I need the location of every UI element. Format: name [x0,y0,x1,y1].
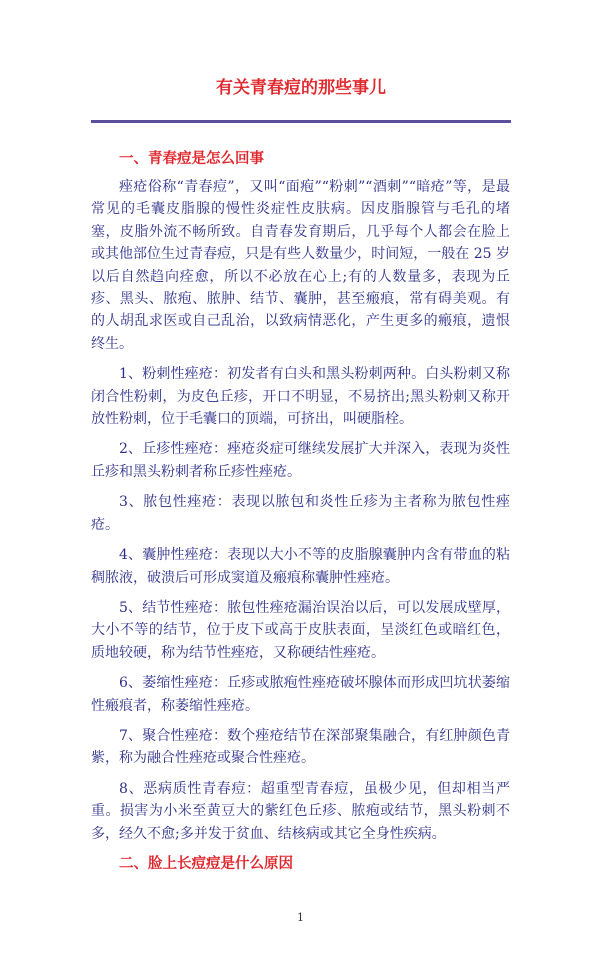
paragraph-item-3: 3、脓包性痤疮：表现以脓包和炎性丘疹为主者称为脓包性痤疮。 [91,494,510,533]
paragraph-intro: 痤疮俗称“青春痘”，又叫“面疱”“粉刺”“酒刺”“暗疮”等，是最常见的毛囊皮脂腺的慢性炎症性皮肤病。因皮脂腺管与毛孔的堵塞，皮脂外流不畅所致。自青春发育期后，几乎每个人都会在脸上或其他部位生过青春痘，只是有些人数量少，时间短，一般在 25 岁以后自然趋向痊愈，所以不必放在心上;有的人数量多，表现为丘疹、黑头、脓疱、脓肿、结节、囊肿，甚至瘢痕，常有碍美观。有的人胡乱求医或自己乱治，以致病情恶化，产生更多的瘢痕，遗恨终生。 [91,179,510,352]
paragraph-item-4: 4、囊肿性痤疮：表现以大小不等的皮脂腺囊肿内含有带血的粘稠脓液，破溃后可形成窦道及瘢痕称囊肿性痤疮。 [91,547,510,586]
paragraph-item-5: 5、结节性痤疮：脓包性痤疮漏治误治以后，可以发展成壁厚，大小不等的结节，位于皮下或高于皮肤表面，呈淡红色或暗红色，质地较硬，称为结节性痤疮，又称硬结性痤疮。 [91,599,510,661]
document-title: 有关青春痘的那些事儿 [216,78,386,98]
section-heading-1: 一、青春痘是怎么回事 [119,151,264,167]
page-number: 1 [297,910,304,924]
paragraph-item-1: 1、粉刺性痤疮：初发者有白头和黑头粉刺两种。白头粉刺又称闭合性粉刺，为皮色丘疹，开口不明显，不易挤出;黑头粉刺又称开放性粉刺，位于毛囊口的顶端，可挤出，叫硬脂栓。 [91,366,510,428]
document-body [91,148,510,881]
paragraph-item-2: 2、丘疹性痤疮：痤疮炎症可继续发展扩大并深入，表现为炎性丘疹和黑头粉刺者称丘疹性痤疮。 [91,441,510,480]
section-heading-2: 二、脸上长痘痘是什么原因 [119,855,293,872]
paragraph-item-6: 6、萎缩性痤疮：丘疹或脓疱性痤疮破坏腺体而形成凹坑状萎缩性瘢痕者，称萎缩性痤疮。 [91,675,510,714]
paragraph-item-7: 7、聚合性痤疮：数个痤疮结节在深部聚集融合，有红肿颜色青紫，称为融合性痤疮或聚合性痤疮。 [91,727,510,767]
paragraph-item-8: 8、恶病质性青春痘：超重型青春痘，虽极少见，但却相当严重。损害为小米至黄豆大的紫红色丘疹、脓疱或结节，黑头粉刺不多，经久不愈;多并发于贫血、结核病或其它全身性疾病。 [91,780,510,842]
title-divider [91,120,511,123]
